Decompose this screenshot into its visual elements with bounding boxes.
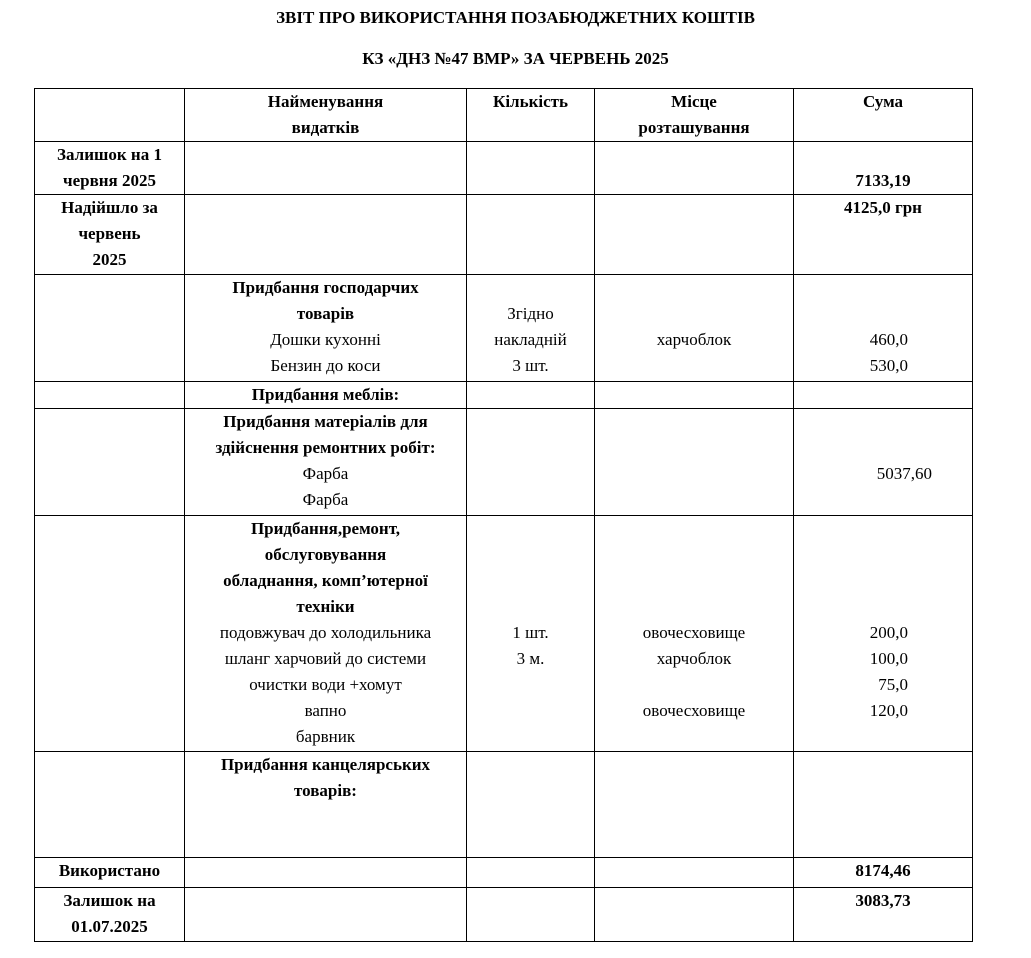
closing-label: Залишок на 01.07.2025	[35, 888, 185, 942]
closing-sum: 3083,73	[794, 888, 973, 942]
equipment-qty: 1 шт. 3 м.	[467, 516, 595, 752]
closing-balance-row	[35, 888, 973, 942]
income-row	[35, 195, 973, 275]
opening-balance-row	[35, 142, 973, 195]
income-sum: 4125,0 грн	[794, 195, 973, 275]
household-place: харчоблок	[595, 275, 794, 382]
opening-sum: 7133,19	[794, 142, 973, 195]
header-empty	[35, 89, 185, 142]
income-label: Надійшло за червень 2025	[35, 195, 185, 275]
furniture-row	[35, 382, 973, 409]
equipment-sum: 200,0 100,0 75,0 120,0	[794, 516, 973, 752]
repair-sum: 5037,60	[794, 409, 973, 516]
report-title: ЗВІТ ПРО ВИКОРИСТАННЯ ПОЗАБЮДЖЕТНИХ КОШТІВ	[276, 8, 755, 27]
equipment-place: овочесховище харчоблок овочесховище	[595, 516, 794, 752]
repair-materials-row	[35, 409, 973, 516]
header-sum: Сума	[794, 89, 973, 142]
header-qty: Кількість	[467, 89, 595, 142]
report-subtitle: КЗ «ДНЗ №47 ВМР» ЗА ЧЕРВЕНЬ 2025	[362, 49, 669, 68]
used-label: Використано	[35, 858, 185, 888]
expense-table	[34, 88, 973, 942]
household-sum: 460,0 530,0	[794, 275, 973, 382]
stationery-row	[35, 752, 973, 858]
repair-name: Придбання матеріалів для здійснення ремонтних робіт: Фарба Фарба	[185, 409, 467, 516]
header-place: Місце розташування	[595, 89, 794, 142]
household-name: Придбання господарчих товарів Дошки кухонні Бензин до коси	[185, 275, 467, 382]
opening-label: Залишок на 1 червня 2025	[35, 142, 185, 195]
header-name: Найменування видатків	[185, 89, 467, 142]
household-qty: Згідно накладній 3 шт.	[467, 275, 595, 382]
table-header-row	[35, 89, 973, 142]
used-row	[35, 858, 973, 888]
equipment-row	[35, 516, 973, 752]
household-goods-row	[35, 275, 973, 382]
furniture-name: Придбання меблів:	[185, 382, 467, 409]
used-sum: 8174,46	[794, 858, 973, 888]
stationery-name: Придбання канцелярських товарів:	[185, 752, 467, 858]
equipment-name: Придбання,ремонт, обслуговування обладнання, комп’ютерної техніки подовжувач до холодильника шланг харчовий до системи очистки води +хомут вапно барвник	[185, 516, 467, 752]
